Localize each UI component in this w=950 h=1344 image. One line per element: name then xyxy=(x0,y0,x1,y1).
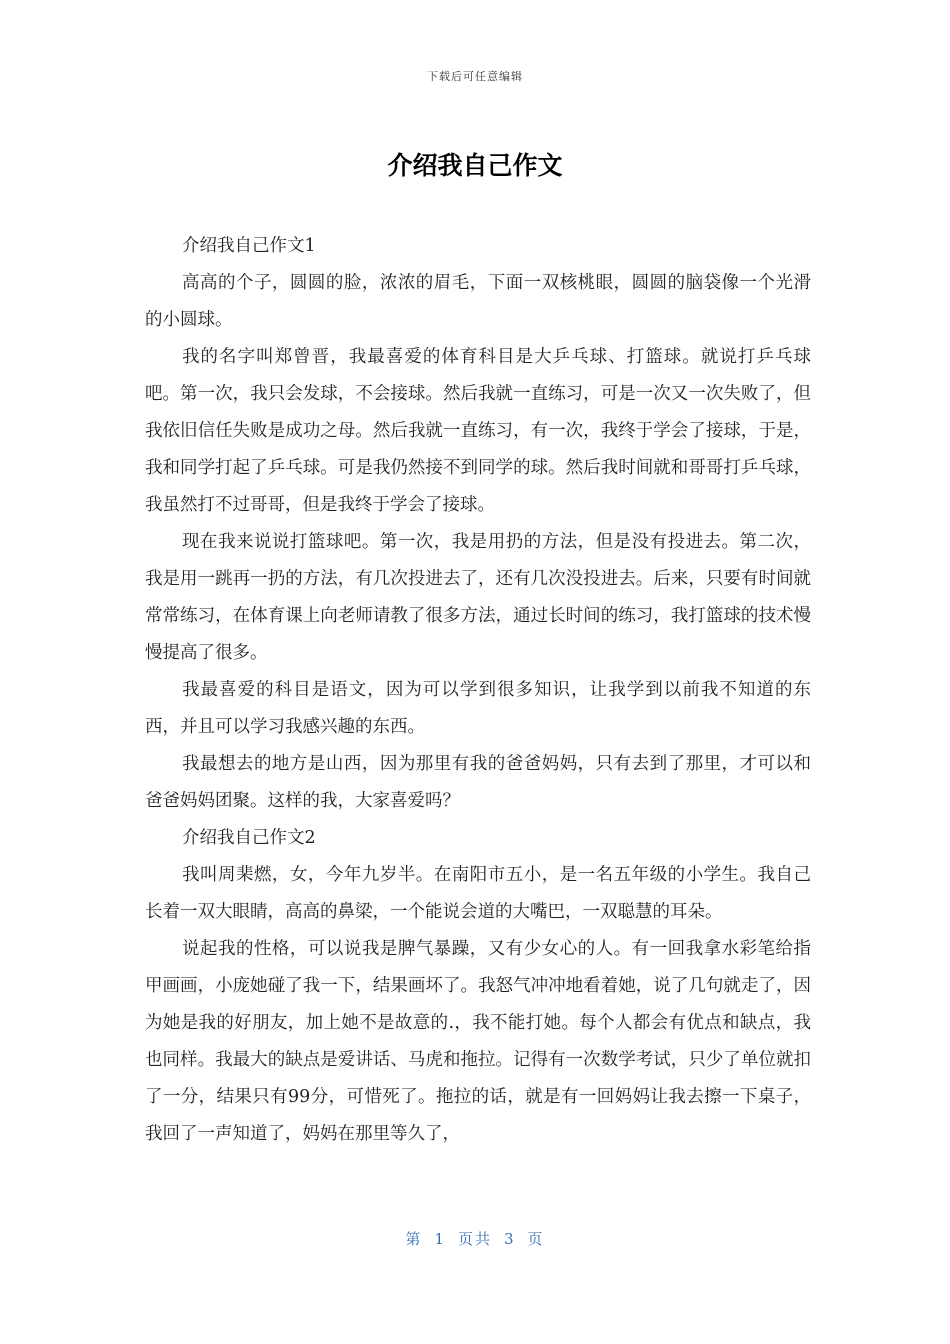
document-title: 介绍我自己作文 xyxy=(387,151,563,180)
header-note: 下载后可任意编辑 xyxy=(427,70,523,83)
paragraph: 高高的个子，圆圆的脸，浓浓的眉毛，下面一双核桃眼，圆圆的脑袋像一个光滑的小圆球。 xyxy=(145,273,811,330)
paragraph: 我叫周棐燃，女，今年九岁半。在南阳市五小，是一名五年级的小学生。我自己长着一双大眼睛，高高的鼻梁，一个能说会道的大嘴巴，一双聪慧的耳朵。 xyxy=(145,865,811,922)
paragraph: 我最想去的地方是山西，因为那里有我的爸爸妈妈，只有去到了那里，才可以和爸爸妈妈团聚。这样的我，大家喜爱吗？ xyxy=(145,754,811,811)
page-footer xyxy=(0,1228,950,1249)
footer-page-number: 1 xyxy=(434,1230,446,1248)
footer-total-pages: 3 xyxy=(504,1230,516,1248)
footer-middle: 页共 xyxy=(457,1230,492,1248)
paragraph: 说起我的性格，可以说我是脾气暴躁，又有少女心的人。有一回我拿水彩笔给指甲画画，小庞她碰了我一下，结果画坏了。我怒气冲冲地看着她，说了几句就走了，因为她是我的好朋友，加上她不是故意的.，我不能打她。每个人都会有优点和缺点，我也同样。我最大的缺点是爱讲话、马虎和拖拉。记得有一次数学考试，只少了单位就扣了一分，结果只有99分，可惜死了。拖拉的话，就是有一回妈妈让我去擦一下桌子，我回了一声知道了，妈妈在那里等久了， xyxy=(145,939,811,1144)
section-heading-1: 介绍我自己作文1 xyxy=(182,236,316,256)
document-body xyxy=(145,228,811,1153)
footer-prefix: 第 xyxy=(405,1230,423,1248)
paragraph: 我的名字叫郑曾晋，我最喜爱的体育科目是大乒乓球、打篮球。就说打乒乓球吧。第一次，我只会发球，不会接球。然后我就一直练习，可是一次又一次失败了，但我依旧信任失败是成功之母。然后我就一直练习，有一次，我终于学会了接球，于是，我和同学打起了乒乓球。可是我仍然接不到同学的球。然后我时间就和哥哥打乒乓球，我虽然打不过哥哥，但是我终于学会了接球。 xyxy=(145,347,811,515)
paragraph: 我最喜爱的科目是语文，因为可以学到很多知识，让我学到以前我不知道的东西，并且可以学习我感兴趣的东西。 xyxy=(145,680,811,737)
section-heading-2: 介绍我自己作文2 xyxy=(182,828,316,848)
footer-suffix: 页 xyxy=(527,1230,545,1248)
paragraph: 现在我来说说打篮球吧。第一次，我是用扔的方法，但是没有投进去。第二次，我是用一跳再一扔的方法，有几次投进去了，还有几次没投进去。后来，只要有时间就常常练习，在体育课上向老师请教了很多方法，通过长时间的练习，我打篮球的技术慢慢提高了很多。 xyxy=(145,532,811,663)
